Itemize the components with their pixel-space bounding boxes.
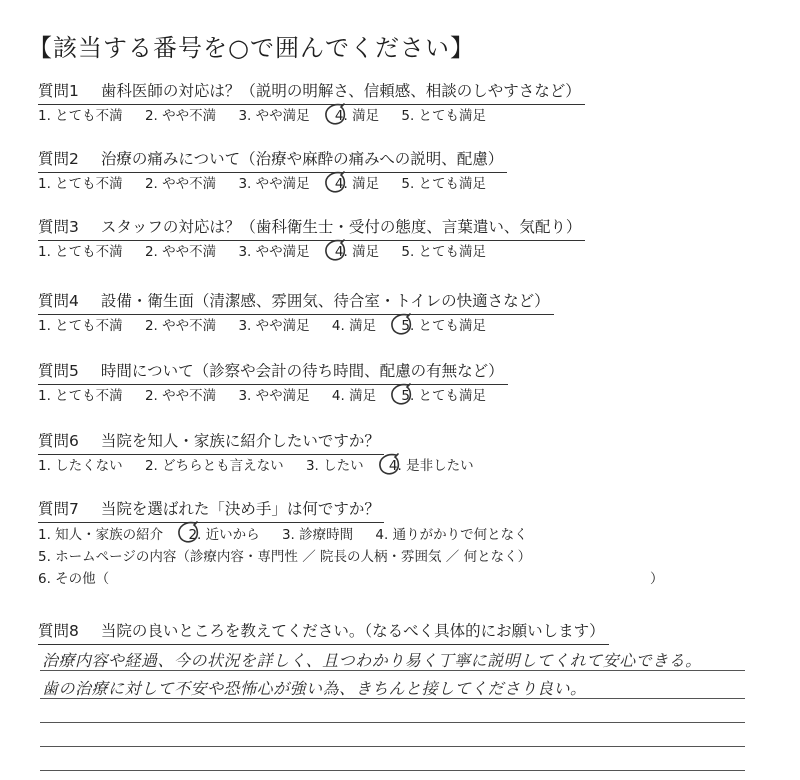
- question-title: [38, 620, 605, 644]
- question-text: 治療の痛みについて（治療や麻酔の痛みへの説明、配慮）: [100, 150, 504, 168]
- question-8: [38, 620, 698, 644]
- option-4-selected[interactable]: 4. 是非したい: [386, 456, 474, 476]
- option-2[interactable]: 2. どちらとも言えない: [144, 458, 284, 474]
- page-title: 【該当する番号を○で囲んでください】: [28, 34, 475, 62]
- question-number: 質問7: [38, 500, 79, 518]
- option-3[interactable]: 3. やや満足: [238, 244, 310, 260]
- option-6-label: 6. その他（: [38, 571, 110, 587]
- question-text: スタッフの対応は？（歯科衛生士・受付の態度、言葉遣い、気配り）: [100, 218, 582, 236]
- question-text: 歯科医師の対応は？（説明の明解さ、信頼感、相談のしやすさなど）: [100, 82, 581, 100]
- option-2[interactable]: 2. やや不満: [144, 108, 217, 124]
- answer-rule: [40, 722, 745, 723]
- option-3[interactable]: 3. やや満足: [238, 176, 310, 192]
- question-number: 質問1: [38, 82, 79, 100]
- question-7: [38, 498, 698, 590]
- question-number: 質問8: [38, 622, 79, 640]
- option-4-selected[interactable]: 4. 満足: [332, 106, 379, 126]
- option-2[interactable]: 2. やや不満: [144, 318, 217, 334]
- option-2[interactable]: 2. やや不満: [144, 176, 217, 192]
- question-title: [38, 360, 504, 384]
- option-5-selected[interactable]: 5. とても満足: [398, 316, 486, 336]
- option-5[interactable]: 5. とても満足: [401, 176, 487, 192]
- options-row: [38, 524, 698, 546]
- question-text: 当院を知人・家族に紹介したいですか？: [100, 432, 380, 450]
- options-row: [38, 106, 698, 126]
- answer-rule: [40, 698, 745, 699]
- options-row: [38, 456, 698, 476]
- answer-rule: [40, 770, 745, 771]
- option-2[interactable]: 2. やや不満: [144, 244, 217, 260]
- question-2: [38, 148, 698, 194]
- options-row: [38, 316, 698, 336]
- handwritten-answer-line-1: 治療内容や経過、今の状況を詳しく、且つわかり易く丁寧に説明してくれて安心できる。: [42, 651, 702, 670]
- handwritten-answer-line-2: 歯の治療に対して不安や恐怖心が強い為、きちんと接してくださり良い。: [42, 679, 587, 698]
- question-1: [38, 80, 698, 126]
- option-1[interactable]: 1. とても不満: [38, 388, 123, 404]
- question-text: 当院の良いところを教えてください。（なるべく具体的にお願いします）: [100, 622, 605, 640]
- option-4-selected[interactable]: 4. 満足: [332, 174, 379, 194]
- option-2-selected[interactable]: 2. 近いから: [185, 524, 259, 546]
- option-1[interactable]: 1. とても不満: [38, 244, 123, 260]
- question-title: [38, 216, 581, 240]
- option-1[interactable]: 1. とても不満: [38, 318, 123, 334]
- answer-rule: [40, 670, 745, 671]
- question-text: 当院を選ばれた「決め手」は何ですか？: [100, 500, 380, 518]
- option-3[interactable]: 3. したい: [305, 458, 364, 474]
- question-text: 設備・衛生面（清潔感、雰囲気、待合室・トイレの快適さなど）: [100, 292, 550, 310]
- option-5-selected[interactable]: 5. とても満足: [398, 386, 486, 406]
- option-1[interactable]: 1. とても不満: [38, 108, 123, 124]
- question-6: [38, 430, 698, 476]
- question-number: 質問6: [38, 432, 79, 450]
- option-5[interactable]: 5. とても満足: [401, 244, 487, 260]
- option-1[interactable]: 1. 知人・家族の紹介: [38, 527, 164, 543]
- question-title: [38, 498, 380, 522]
- option-1[interactable]: 1. したくない: [38, 458, 123, 474]
- option-6-close: ）: [650, 571, 664, 587]
- question-title: [38, 290, 550, 314]
- question-title: [38, 80, 581, 104]
- question-number: 質問5: [38, 362, 79, 380]
- question-title: [38, 430, 380, 454]
- options-row: [38, 174, 698, 194]
- option-4[interactable]: 4. 満足: [331, 318, 377, 334]
- question-number: 質問3: [38, 218, 79, 236]
- option-4-selected[interactable]: 4. 満足: [332, 242, 379, 262]
- question-number: 質問4: [38, 292, 79, 310]
- answer-rule: [40, 746, 745, 747]
- option-4[interactable]: 4. 通りがかりで何となく: [375, 527, 528, 543]
- options-row: [38, 242, 698, 262]
- option-1[interactable]: 1. とても不満: [38, 176, 123, 192]
- question-4: [38, 290, 698, 336]
- question-3: [38, 216, 698, 262]
- option-3[interactable]: 3. 診療時間: [281, 527, 354, 543]
- question-text: 時間について（診察や会計の待ち時間、配慮の有無など）: [100, 362, 504, 380]
- option-2[interactable]: 2. やや不満: [144, 388, 217, 404]
- option-5[interactable]: 5. とても満足: [401, 108, 487, 124]
- option-3[interactable]: 3. やや満足: [238, 388, 310, 404]
- option-3[interactable]: 3. やや満足: [238, 108, 310, 124]
- question-number: 質問2: [38, 150, 79, 168]
- option-6[interactable]: [38, 568, 698, 590]
- options-row: [38, 386, 698, 406]
- question-title: [38, 148, 503, 172]
- option-4[interactable]: 4. 満足: [331, 388, 377, 404]
- option-3[interactable]: 3. やや満足: [238, 318, 310, 334]
- option-5[interactable]: 5. ホームページの内容（診療内容・専門性 ／ 院長の人柄・雰囲気 ／ 何となく）: [38, 549, 532, 565]
- question-5: [38, 360, 698, 406]
